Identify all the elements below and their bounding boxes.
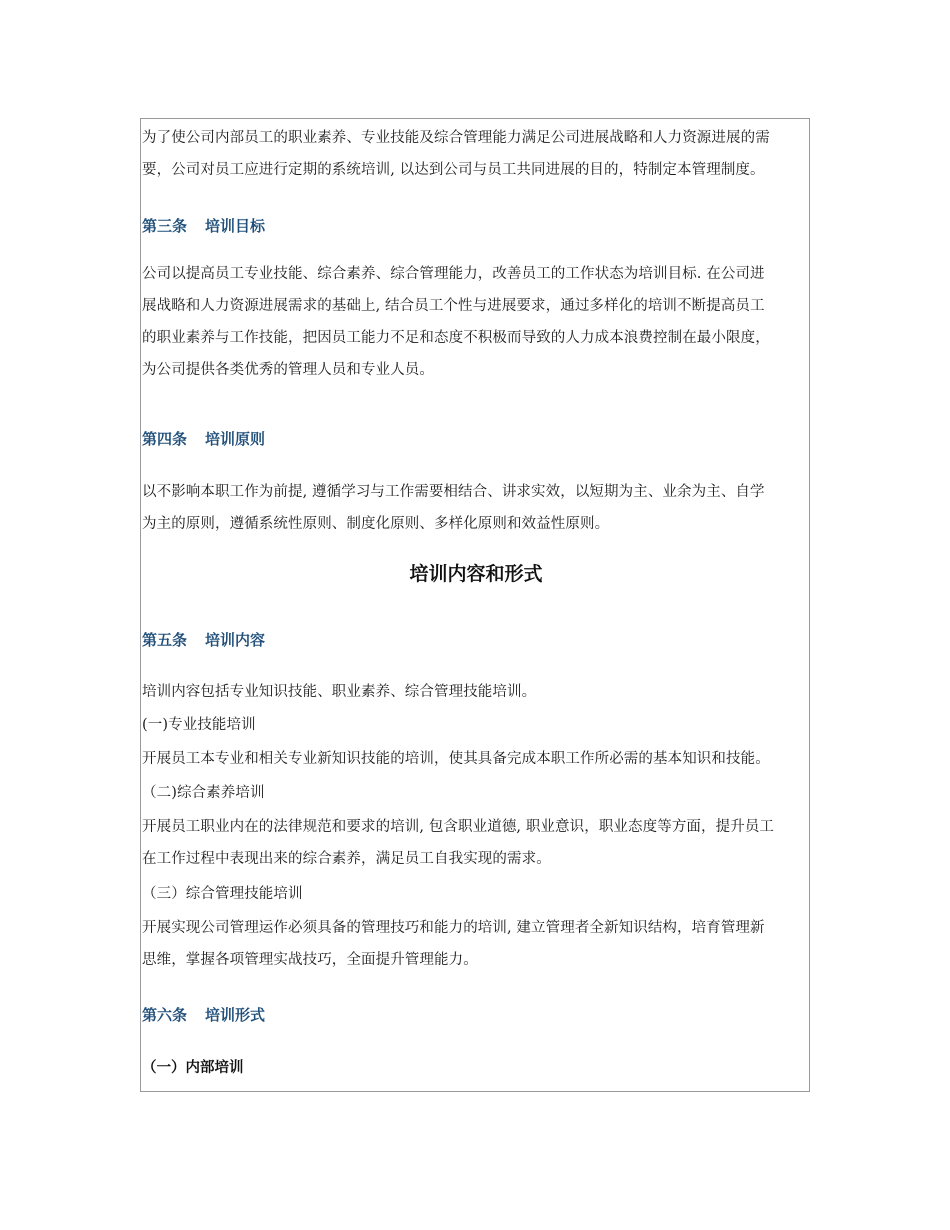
article4-paragraph [142, 476, 810, 540]
article3-number: 第三条 [142, 217, 188, 235]
intro-paragraph [142, 122, 810, 186]
intro-line-1: 为了使公司内部员工的职业素养、专业技能及综合管理能力满足公司进展战略和人力资源进展的需 [142, 130, 770, 146]
article5-item3-line-1: 开展实现公司管理运作必须具备的管理技巧和能力的培训, 建立管理者全新知识结构，培育管理新 [142, 920, 765, 936]
article3-line-2: 展战略和人力资源进展需求的基础上, 结合员工个性与进展要求，通过多样化的培训不断提高员工 [142, 298, 765, 314]
article4-number: 第四条 [142, 430, 188, 448]
article3-heading [142, 216, 810, 236]
article5-item2-title: （二)综合素养培训 [142, 785, 265, 801]
article3-line-3: 的职业素养与工作技能，把因员工能力不足和态度不积极而导致的人力成本浪费控制在最小限度， [142, 330, 770, 346]
article5-item1-text: 开展员工本专业和相关专业新知识技能的培训，使其具备完成本职工作所必需的基本知识和技能。 [142, 751, 770, 767]
article5-heading [142, 630, 810, 650]
article6-sub1: （一）内部培训 [142, 1060, 244, 1076]
article5-item2-line-1: 开展员工职业内在的法律规范和要求的培训, 包含职业道德, 职业意识，职业态度等方面，提升员工 [142, 819, 775, 835]
article4-line-1: 以不影响本职工作为前提, 遵循学习与工作需要相结合、讲求实效，以短期为主、业余为主、自学 [142, 484, 765, 500]
article5-item2-paragraph [142, 811, 810, 875]
article6-number: 第六条 [142, 1006, 188, 1024]
article5-item3-line-2: 思维，掌握各项管理实战技巧，全面提升管理能力。 [142, 952, 478, 968]
article5-number: 第五条 [142, 631, 188, 649]
article6-heading [142, 1005, 810, 1025]
article3-line-4: 为公司提供各类优秀的管理人员和专业人员。 [142, 362, 434, 378]
article5-item2-line-2: 在工作过程中表现出来的综合素养，满足员工自我实现的需求。 [142, 851, 551, 867]
article5-title: 培训内容 [205, 631, 266, 649]
article4-title: 培训原则 [205, 430, 266, 448]
article5-item1-title: (一)专业技能培训 [142, 717, 256, 733]
article3-title: 培训目标 [205, 217, 266, 235]
article5-item3-paragraph [142, 912, 810, 976]
intro-line-2: 要，公司对员工应进行定期的系统培训, 以达到公司与员工共同进展的目的，特制定本管理制度。 [142, 162, 765, 178]
article5-intro: 培训内容包括专业知识技能、职业素养、综合管理技能培训。 [142, 684, 537, 700]
article3-line-1: 公司以提高员工专业技能、综合素养、综合管理能力，改善员工的工作状态为培训目标. 在公司进 [142, 266, 765, 282]
article3-paragraph [142, 258, 810, 386]
article4-heading [142, 429, 810, 449]
article5-item3-title: （三）综合管理技能培训 [142, 886, 303, 902]
article4-line-2: 为主的原则，遵循系统性原则、制度化原则、多样化原则和效益性原则。 [142, 516, 610, 532]
article6-title: 培训形式 [205, 1006, 266, 1024]
section-title: 培训内容和形式 [409, 563, 543, 585]
